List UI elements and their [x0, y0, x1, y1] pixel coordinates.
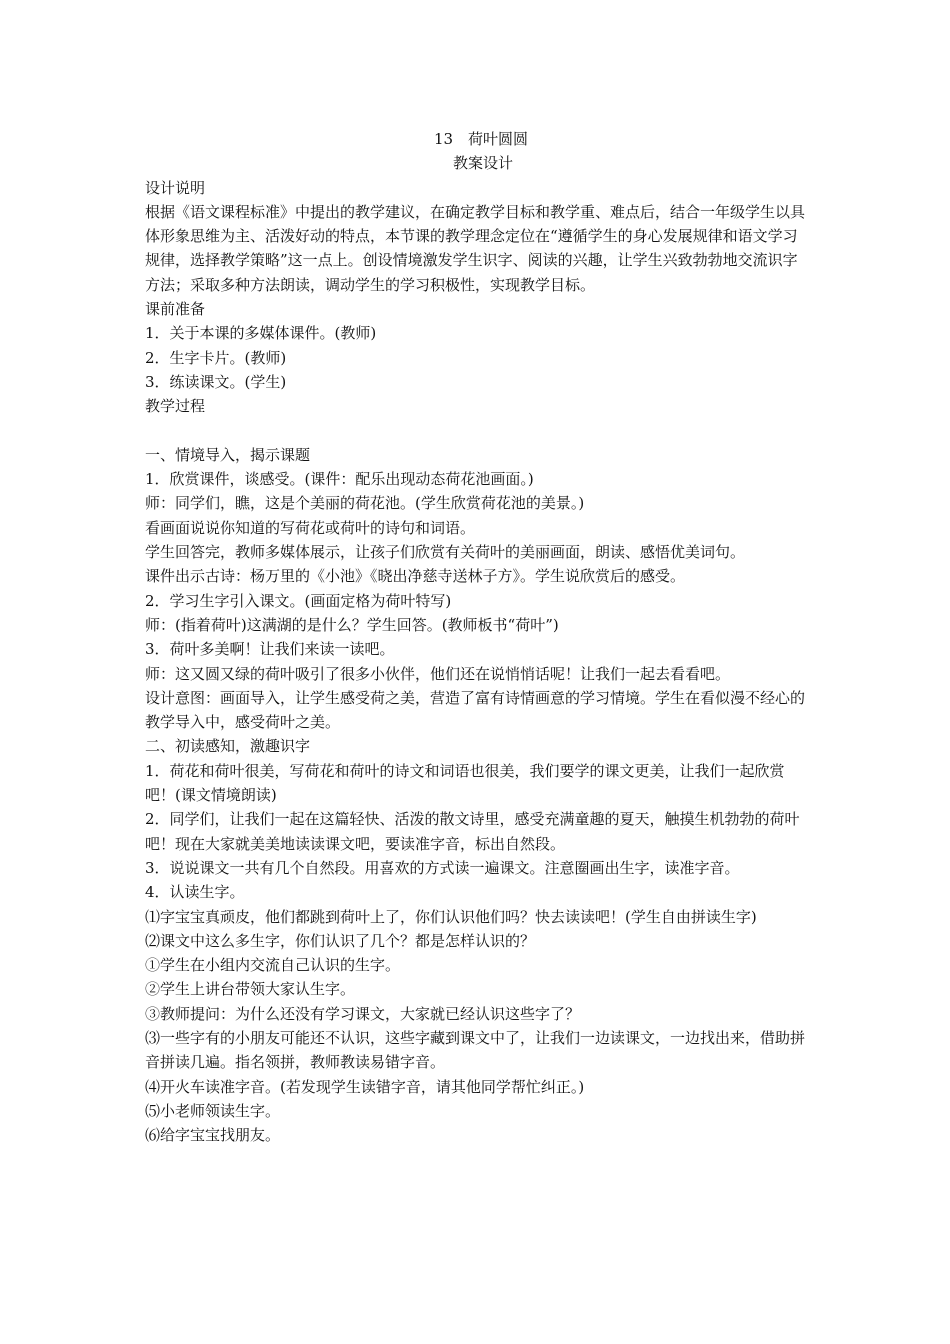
paragraph: 1．关于本课的多媒体课件。(教师) — [145, 324, 377, 343]
paragraph: 1．荷花和荷叶很美，写荷花和荷叶的诗文和词语也很美，我们要学的课文更美，让我们一起欣赏吧！(课文情境朗读) — [145, 761, 785, 805]
paragraph: 课前准备 — [145, 300, 206, 319]
paragraph: 2．同学们，让我们一起在这篇轻快、活泼的散文诗里，感受充满童趣的夏天，触摸生机勃勃的荷叶吧！现在大家就美美地读读课文吧，要读准字音，标出自然段。 — [145, 810, 800, 853]
paragraph: ⑷开火车读准字音。(若发现学生读错字音，请其他同学帮忙纠正。) — [145, 1077, 585, 1096]
paragraph: ②学生上讲台带领大家认生字。 — [145, 980, 356, 999]
blank-line — [145, 419, 809, 443]
paragraph: 2．学习生字引入课文。(画面定格为荷叶特写) — [145, 591, 452, 610]
paragraph: ⑸小老师领读生字。 — [145, 1101, 281, 1120]
paragraph: 师：这又圆又绿的荷叶吸引了很多小伙伴，他们还在说悄悄话呢！让我们一起去看看吧。 — [145, 664, 731, 683]
paragraph: 4．认读生字。 — [145, 883, 245, 902]
lesson-subtitle: 教案设计 — [452, 154, 513, 173]
paragraph: 3．荷叶多美啊！让我们来读一读吧。 — [145, 640, 395, 659]
lesson-title: 13 荷叶圆圆 — [433, 130, 529, 148]
paragraph: ①学生在小组内交流自己认识的生字。 — [145, 956, 401, 975]
paragraph: 设计意图：画面导入，让学生感受荷之美，营造了富有诗情画意的学习情境。学生在看似漫不经心的教学导入中，感受荷叶之美。 — [145, 688, 806, 732]
paragraph: 一、情境导入，揭示课题 — [145, 445, 311, 464]
document-page — [145, 127, 809, 1147]
paragraph: 教学过程 — [145, 397, 206, 416]
paragraph: 二、初读感知，激趣识字 — [145, 737, 311, 756]
paragraph: 课件出示古诗：杨万里的《小池》《晓出净慈寺送林子方》。学生说欣赏后的感受。 — [145, 567, 686, 586]
paragraph: 学生回答完，教师多媒体展示，让孩子们欣赏有关荷叶的美丽画面，朗读、感悟优美词句。 — [145, 543, 746, 562]
paragraph: ⑶一些字有的小朋友可能还不认识，这些字藏到课文中了，让我们一边读课文，一边找出来，借助拼音拼读几遍。指名领拼，教师教读易错字音。 — [145, 1028, 806, 1072]
paragraph: 根据《语文课程标准》中提出的教学建议，在确定教学目标和教学重、难点后，结合一年级学生以具体形象思维为主、活泼好动的特点，本节课的教学理念定位在“遵循学生的身心发展规律和语文学习规律，选择教学策略”这一点上。创设情境激发学生识字、阅读的兴趣，让学生兴致勃勃地交流识字方法；采取多种方法朗读，调动学生的学习积极性，实现教学目标。 — [145, 202, 806, 294]
paragraph: 1．欣赏课件，谈感受。(课件：配乐出现动态荷花池画面。) — [145, 470, 534, 489]
paragraph: ③教师提问：为什么还没有学习课文，大家就已经认识这些字了？ — [145, 1004, 581, 1023]
paragraph: 看画面说说你知道的写荷花或荷叶的诗句和词语。 — [145, 518, 476, 537]
paragraph: ⑵课文中这么多生字，你们认识了几个？都是怎样认识的？ — [145, 931, 536, 950]
document-body — [145, 176, 809, 1148]
paragraph: ⑹给字宝宝找朋友。 — [145, 1126, 281, 1145]
paragraph: 师：同学们，瞧，这是个美丽的荷花池。(学生欣赏荷花池的美景。) — [145, 494, 585, 513]
paragraph: 2．生字卡片。(教师) — [145, 348, 287, 367]
paragraph: 3．说说课文一共有几个自然段。用喜欢的方式读一遍课文。注意圈画出生字，读准字音。 — [145, 858, 740, 877]
paragraph: 设计说明 — [145, 178, 206, 197]
paragraph: 3．练读课文。(学生) — [145, 372, 287, 391]
paragraph: 师：(指着荷叶)这满湖的是什么？学生回答。(教师板书“荷叶”) — [145, 615, 559, 634]
paragraph: ⑴字宝宝真顽皮，他们都跳到荷叶上了，你们认识他们吗？快去读读吧！(学生自由拼读生字) — [145, 907, 757, 926]
